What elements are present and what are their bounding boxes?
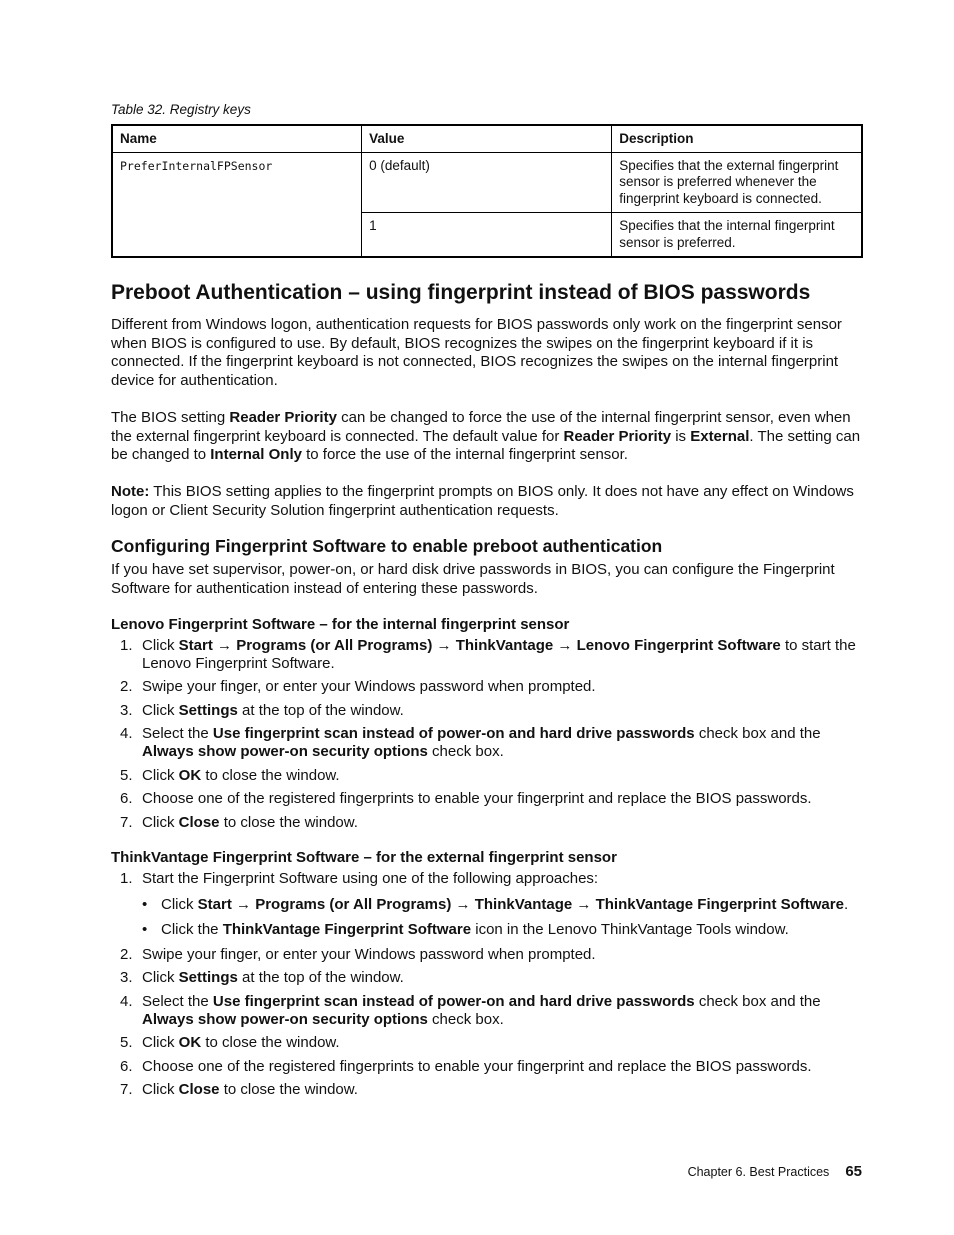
use-fingerprint-option: Use fingerprint scan instead of power-on and hard drive passwords <box>212 992 695 1010</box>
bullet-icon: • <box>142 920 148 938</box>
text: Select the <box>142 992 213 1010</box>
value-cell: 0 (default) <box>362 152 612 213</box>
value-cell: 1 <box>362 213 612 258</box>
text: The BIOS setting <box>111 408 230 426</box>
step-number: 3. <box>120 969 133 987</box>
text: Swipe your finger, or enter your Windows password when prompted. <box>142 945 596 963</box>
menu-path-start: Start <box>178 636 213 654</box>
list-item <box>111 725 863 761</box>
paragraph-windows-logon: Different from Windows logon, authentication requests for BIOS passwords only work on the fingerprint sensor when BIOS is configured to use. By default, BIOS recognizes the swipes on the fingerprint keyboard if it is connected. If the fingerprint keyboard is not connected, BIOS recognizes the swipes on the internal fingerprint device for authentication. <box>111 316 842 390</box>
text: Click <box>142 813 179 831</box>
section-heading: Preboot Authentication – using fingerprint instead of BIOS passwords <box>111 281 811 304</box>
always-show-option: Always show power-on security options <box>142 743 428 761</box>
text: icon in the Lenovo ThinkVantage Tools window. <box>471 920 789 938</box>
note-paragraph <box>111 483 863 520</box>
text: to close the window. <box>201 1034 340 1052</box>
ok-term: OK <box>178 1034 202 1052</box>
text: check box. <box>427 743 504 761</box>
reader-priority-term: Reader Priority <box>563 427 672 445</box>
text: Start the Fingerprint Software using one of the following approaches: <box>142 869 599 887</box>
bullet-icon: • <box>142 895 148 913</box>
list-item <box>111 790 863 808</box>
table-header-row <box>112 125 862 152</box>
step-number: 1. <box>120 869 133 887</box>
external-term: External <box>690 427 750 445</box>
menu-path-app: ThinkVantage Fingerprint Software <box>595 895 844 913</box>
menu-path-start: Start <box>197 895 232 913</box>
list-item <box>111 767 863 785</box>
table-row <box>112 152 862 213</box>
step-number: 2. <box>120 678 133 696</box>
text: Click <box>142 636 179 654</box>
list-item <box>111 1034 863 1052</box>
step-number: 4. <box>120 992 133 1010</box>
list-item <box>142 921 863 939</box>
arrow-right-icon: → <box>436 636 452 654</box>
text: to close the window. <box>219 813 358 831</box>
page-footer <box>0 1163 862 1180</box>
lenovo-procedure-heading: Lenovo Fingerprint Software – for the internal fingerprint sensor <box>111 615 570 633</box>
close-term: Close <box>178 813 220 831</box>
ok-term: OK <box>178 766 202 784</box>
arrow-right-icon: → <box>217 636 233 654</box>
column-header-value: Value <box>362 125 612 152</box>
list-item <box>111 969 863 987</box>
approaches-list <box>142 896 863 939</box>
text: check box and the <box>694 725 821 743</box>
list-item <box>142 896 863 914</box>
registry-key-name: PreferInternalFPSensor <box>120 158 273 173</box>
lenovo-steps-list <box>111 637 863 832</box>
list-item <box>111 946 863 964</box>
list-item <box>111 870 863 939</box>
list-item <box>111 678 863 696</box>
text: Click <box>161 895 198 913</box>
chapter-label: Chapter 6. Best Practices <box>687 1165 830 1179</box>
text: Select the <box>142 725 213 743</box>
step-number: 6. <box>120 1057 133 1075</box>
text: Click <box>142 1081 179 1099</box>
column-header-name: Name <box>112 125 362 152</box>
text: Click the <box>161 920 223 938</box>
subsection-intro: If you have set supervisor, power-on, or hard disk drive passwords in BIOS, you can configure the Fingerprint Software for authentication instead of entering these passwords. <box>111 561 835 598</box>
column-header-description: Description <box>612 125 862 152</box>
step-number: 4. <box>120 725 133 743</box>
menu-path-programs: Programs (or All Programs) <box>236 636 433 654</box>
thinkvantage-procedure-heading: ThinkVantage Fingerprint Software – for the external fingerprint sensor <box>111 848 617 866</box>
step-number: 1. <box>120 636 133 654</box>
menu-path-thinkvantage: ThinkVantage <box>474 895 573 913</box>
text: Click <box>142 969 179 987</box>
thinkvantage-steps-list <box>111 870 863 1100</box>
note-label: Note: <box>111 482 150 500</box>
arrow-right-icon: → <box>557 636 573 654</box>
close-term: Close <box>178 1081 220 1099</box>
subsection-heading: Configuring Fingerprint Software to enable preboot authentication <box>111 536 663 557</box>
text: Swipe your finger, or enter your Windows password when prompted. <box>142 678 596 696</box>
menu-path-thinkvantage: ThinkVantage <box>455 636 554 654</box>
step-number: 2. <box>120 945 133 963</box>
text: . The setting can be changed to <box>111 427 861 464</box>
paragraph-reader-priority <box>111 409 863 465</box>
step-number: 5. <box>120 766 133 784</box>
always-show-option: Always show power-on security options <box>142 1010 428 1028</box>
text: Choose one of the registered fingerprints to enable your fingerprint and replace the BIOS passwords. <box>142 790 812 808</box>
registry-keys-table <box>111 124 863 258</box>
page-number: 65 <box>845 1163 862 1180</box>
list-item <box>111 1058 863 1076</box>
text: at the top of the window. <box>237 701 404 719</box>
text: check box. <box>427 1010 504 1028</box>
app-name-term: ThinkVantage Fingerprint Software <box>222 920 472 938</box>
step-number: 7. <box>120 1081 133 1099</box>
list-item <box>111 993 863 1029</box>
step-number: 7. <box>120 813 133 831</box>
settings-term: Settings <box>178 969 238 987</box>
text: . <box>843 895 849 913</box>
reader-priority-term: Reader Priority <box>229 408 337 426</box>
description-cell: Specifies that the external fingerprint sensor is preferred whenever the fingerprint keyboard is connected. <box>612 152 862 213</box>
text: at the top of the window. <box>237 969 404 987</box>
registry-key-cell <box>112 152 362 257</box>
note-text: This BIOS setting applies to the fingerprint prompts on BIOS only. It does not have any effect on Windows logon or Client Security Solution fingerprint authentication requests. <box>111 482 854 519</box>
text: to force the use of the internal fingerprint sensor. <box>301 446 628 464</box>
text: Click <box>142 1034 179 1052</box>
internal-only-term: Internal Only <box>210 446 302 464</box>
table-caption: Table 32. Registry keys <box>111 102 251 117</box>
text: Click <box>142 701 179 719</box>
use-fingerprint-option: Use fingerprint scan instead of power-on and hard drive passwords <box>212 725 695 743</box>
text: to close the window. <box>201 766 340 784</box>
text: to close the window. <box>219 1081 358 1099</box>
menu-path-app: Lenovo Fingerprint Software <box>576 636 781 654</box>
settings-term: Settings <box>178 701 238 719</box>
list-item <box>111 702 863 720</box>
arrow-right-icon: → <box>455 895 471 913</box>
menu-path-programs: Programs (or All Programs) <box>255 895 452 913</box>
text: can be changed to force the use of the internal fingerprint sensor, even when the external fingerprint keyboard is connected. The default value for <box>111 408 851 445</box>
list-item <box>111 814 863 832</box>
text: to start the Lenovo Fingerprint Software. <box>142 636 856 672</box>
arrow-right-icon: → <box>576 895 592 913</box>
step-number: 6. <box>120 790 133 808</box>
step-number: 3. <box>120 701 133 719</box>
text: Choose one of the registered fingerprints to enable your fingerprint and replace the BIOS passwords. <box>142 1057 812 1075</box>
page-content <box>111 102 863 1105</box>
list-item <box>111 637 863 673</box>
text: Click <box>142 766 179 784</box>
text: check box and the <box>694 992 821 1010</box>
description-cell: Specifies that the internal fingerprint sensor is preferred. <box>612 213 862 258</box>
arrow-right-icon: → <box>236 895 252 913</box>
list-item <box>111 1081 863 1099</box>
step-number: 5. <box>120 1034 133 1052</box>
text: is <box>671 427 691 445</box>
